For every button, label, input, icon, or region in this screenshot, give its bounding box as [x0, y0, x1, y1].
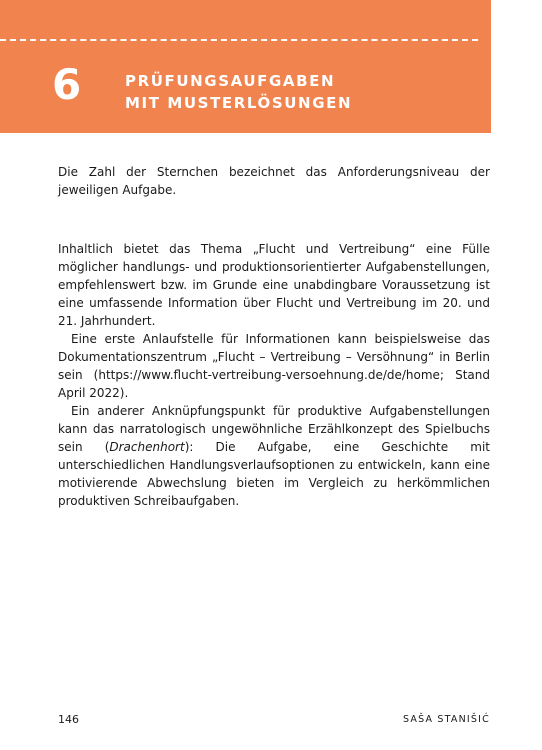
paragraph-3-book-title: Drachenhort [109, 440, 185, 454]
chapter-number: 6 [52, 60, 82, 109]
chapter-title [125, 70, 352, 114]
paragraph-3-text-start: Ein anderer Anknüpfungspunkt für produktive Aufgabenstellungen kann das narratologisch ungewöhnliche Erzählkonzept des Spielbuchs sein ( [58, 404, 490, 454]
intro-section [58, 163, 490, 199]
paragraph-1: Inhaltlich bietet das Thema „Flucht und Vertreibung“ eine Fülle möglicher handlungs- und produktionsorientierter Aufgabenstellungen, empfehlenswert bzw. im Grunde eine unabdingbare Voraussetzung ist eine umfassende Information über Flucht und Vertreibung im 20. und 21. Jahrhundert. [58, 242, 490, 328]
chapter-title-line-1: PRÜFUNGSAUFGABEN [125, 72, 336, 90]
paragraph-3-text-end: ): Die Aufgabe, eine Geschichte mit unterschiedlichen Handlungsverlaufsoptionen zu entwickeln, kann eine motivierende Abwechslung bieten im Vergleich zu herkömmlichen produktiven Schreibaufgaben. [58, 440, 490, 508]
main-text-section [58, 240, 490, 510]
paragraph-3 [58, 402, 490, 510]
chapter-banner [0, 0, 491, 133]
banner-dashed-divider [0, 39, 478, 41]
running-head-author: SAŠA STANIŠIĆ [403, 714, 490, 725]
paragraph-2: Eine erste Anlaufstelle für Informationen kann beispielsweise das Dokumentationszentrum „Flucht – Vertreibung – Versöhnung“ in Berlin sein (https://www.flucht-vertreibung-versoehnung.de/de/home; Stand April 2022). [58, 332, 490, 400]
page-number: 146 [58, 713, 79, 726]
chapter-title-line-2: MIT MUSTERLÖSUNGEN [125, 94, 353, 112]
intro-paragraph: Die Zahl der Sternchen bezeichnet das Anforderungsniveau der jeweiligen Aufgabe. [58, 165, 490, 197]
